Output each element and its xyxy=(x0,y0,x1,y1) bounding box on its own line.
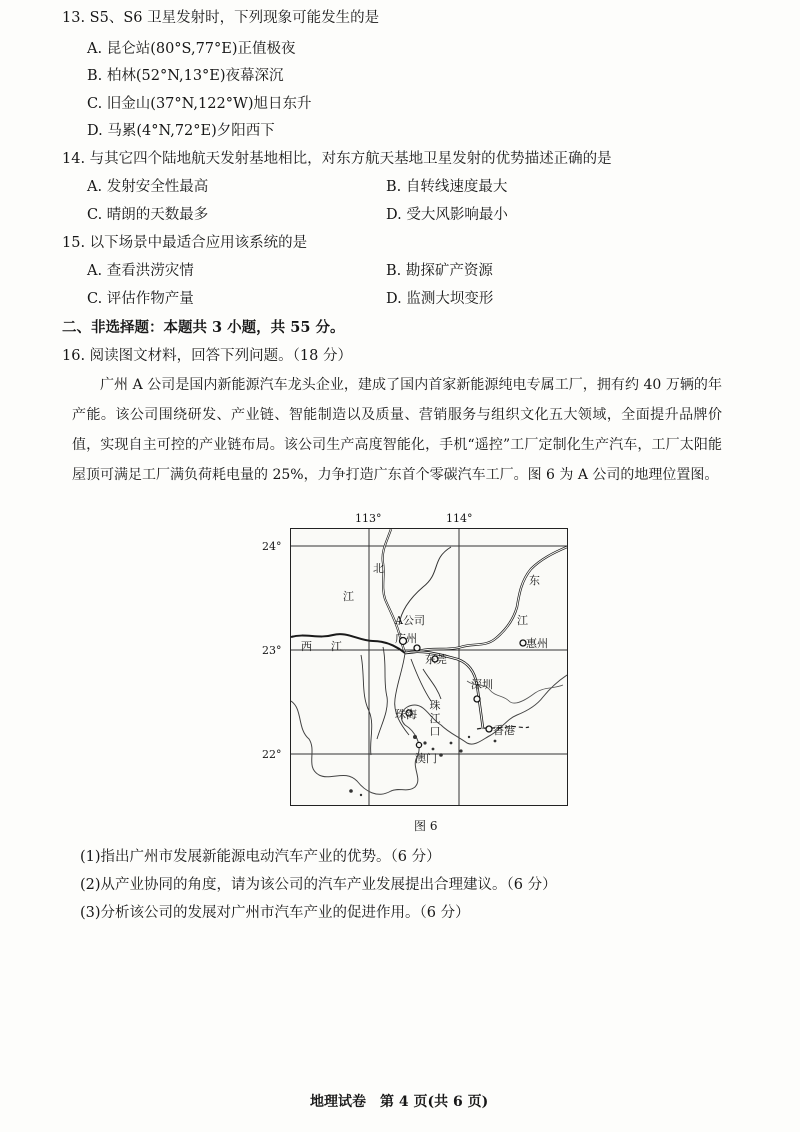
label-bei: 北 xyxy=(373,562,384,575)
q16-sub3: (3)分析该公司的发展对广州市汽车产业的促进作用。（6 分） xyxy=(80,905,470,921)
q16-sub2: (2)从产业协同的角度，请为该公司的汽车产业发展提出合理建议。（6 分） xyxy=(80,877,557,893)
page-footer: 地理试卷 第 4 页(共 6 页) xyxy=(310,1094,489,1110)
q14-option-c: C. 晴朗的天数最多 xyxy=(87,207,209,223)
lon-label-113: 113° xyxy=(355,512,382,525)
label-jiang-bei: 江 xyxy=(343,590,354,603)
q13-stem: 13. S5、S6 卫星发射时，下列现象可能发生的是 xyxy=(62,10,380,26)
lat-label-24: 24° xyxy=(262,540,282,553)
section-heading: 二、非选择题：本题共 3 小题，共 55 分。 xyxy=(62,319,345,336)
q13-option-a: A. 昆仑站(80°S,77°E)正值极夜 xyxy=(87,41,296,57)
label-zhujiangkou: 珠江口 xyxy=(429,699,441,738)
label-a-company: A公司 xyxy=(395,614,425,627)
lat-label-23: 23° xyxy=(262,644,282,657)
q16-stem: 16. 阅读图文材料，回答下列问题。（18 分） xyxy=(62,348,352,364)
q15-option-d: D. 监测大坝变形 xyxy=(386,291,494,307)
label-shenzhen: 深圳 xyxy=(471,678,493,691)
label-dong: 东 xyxy=(529,574,540,587)
label-jiang-dong: 江 xyxy=(517,614,528,627)
q13-option-c: C. 旧金山(37°N,122°W)旭日东升 xyxy=(87,96,312,112)
label-huizhou: 惠州 xyxy=(526,637,548,650)
q14-stem: 14. 与其它四个陆地航天发射基地相比，对东方航天基地卫星发射的优势描述正确的是 xyxy=(62,151,612,167)
q14-option-b: B. 自转线速度最大 xyxy=(386,179,508,195)
q14-option-d: D. 受大风影响最小 xyxy=(386,207,508,223)
q15-option-c: C. 评估作物产量 xyxy=(87,291,194,307)
label-zhuhai: 珠海 xyxy=(395,708,417,721)
q16-sub1: (1)指出广州市发展新能源电动汽车产业的优势。（6 分） xyxy=(80,849,441,865)
label-dongguan: 东莞 xyxy=(425,653,447,666)
q15-stem: 15. 以下场景中最适合应用该系统的是 xyxy=(62,235,308,251)
q14-option-a: A. 发射安全性最高 xyxy=(87,179,209,195)
q15-option-b: B. 勘探矿产资源 xyxy=(386,263,493,279)
q15-option-a: A. 查看洪涝灾情 xyxy=(87,263,194,279)
label-hongkong: 香港 xyxy=(493,724,515,737)
location-map xyxy=(290,528,568,806)
label-jiang-xi: 江 xyxy=(331,640,342,653)
q13-option-b: B. 柏林(52°N,13°E)夜幕深沉 xyxy=(87,68,284,84)
lon-label-114: 114° xyxy=(446,512,473,525)
q13-option-d: D. 马累(4°N,72°E)夕阳西下 xyxy=(87,123,275,139)
label-xi: 西 xyxy=(301,640,312,653)
figure-caption: 图 6 xyxy=(414,819,438,833)
label-guangzhou: 广州 xyxy=(395,632,417,645)
label-macau: 澳门 xyxy=(415,752,437,765)
lat-label-22: 22° xyxy=(262,748,282,761)
q16-material: 广州 A 公司是国内新能源汽车龙头企业，建成了国内首家新能源纯电专属工厂，拥有约 40 万辆的年产能。该公司围绕研发、产业链、智能制造以及质量、营销服务与组织文化五大领域，全面提升品牌价值，实现自主可控的产业链布局。该公司生产高度智能化，手机“遥控”工厂定制化生产汽车，工厂太阳能屋顶可满足工厂满负荷耗电量的 25%，力争打造广东首个零碳汽车工厂。图 6 为 A 公司的地理位置图。 xyxy=(72,377,722,483)
